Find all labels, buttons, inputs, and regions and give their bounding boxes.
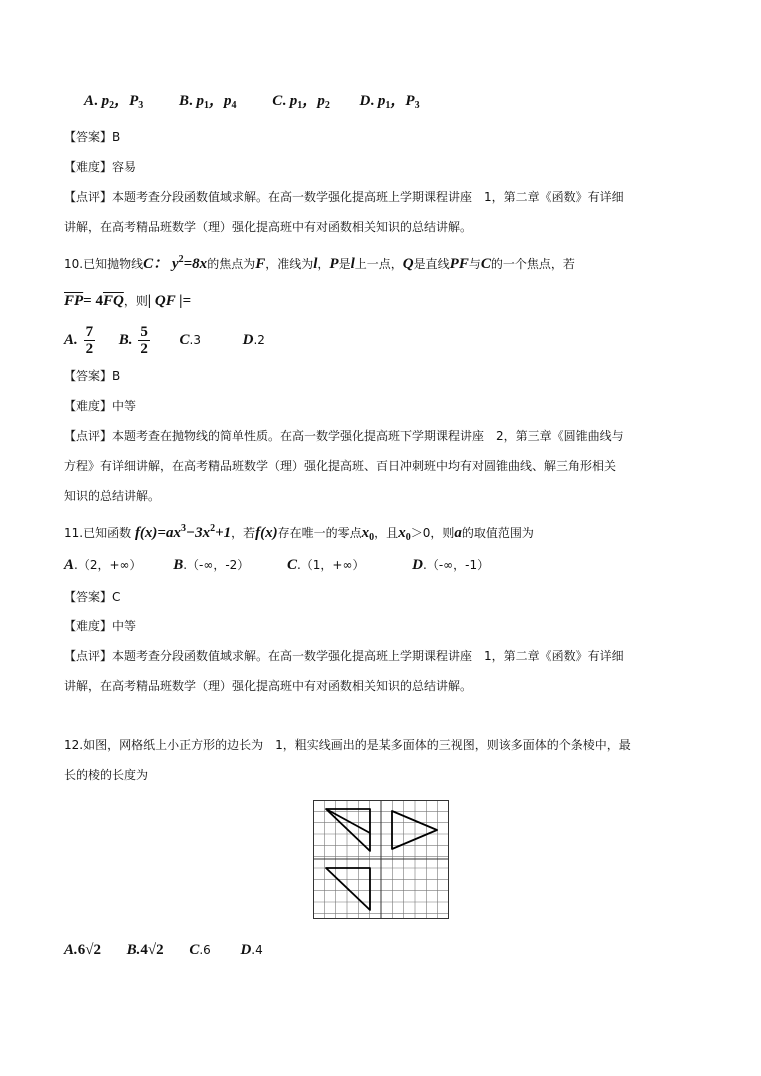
q11-answer: 【答案】C <box>64 590 121 604</box>
q9-option-b-label: B <box>178 93 189 109</box>
q9-difficulty: 【难度】容易 <box>64 160 137 174</box>
q9-option-c-value: $p_1$，$p_2$ <box>289 93 330 111</box>
q10-answer: 【答案】B <box>64 369 121 383</box>
q9-option-a-value: $p_2$，$P_3$ <box>101 93 144 111</box>
q10-difficulty: 【难度】中等 <box>64 399 137 413</box>
q11-stem: 11.已知函数 $f(x)=ax^3-3x^2+1$，若f(x)存在唯一的零点$x_0$，且$x_0>0$，则a的取值范围为 <box>64 523 534 543</box>
q10-comment-line-2: 方程》有详细讲解，在高考精品班数学（理）强化提高班、百日冲刺班中均有对圆锥曲线、解三角形相关 <box>64 459 617 473</box>
q9-option-b-value: $p_1$，$p_4$ <box>196 93 237 111</box>
q11-difficulty: 【难度】中等 <box>64 619 137 633</box>
q12-stem-line-1: 12.如图，网格纸上小正方形的边长为 1，粗实线画出的是某多面体的三视图，则该多面体的个条棱中，最 <box>64 738 631 752</box>
q10-comment-line-3: 知识的总结讲解。 <box>64 489 161 503</box>
q9-option-c-label: C <box>272 93 283 109</box>
q9-option-d-label: D <box>359 93 371 109</box>
q9-options: A. $p_2$，$P_3$ B. $p_1$，$p_4$ C. $p_1$，$p_2$ D. $p_1$，$P_3$ <box>84 93 420 111</box>
q9-comment-line-1: 【点评】本题考查分段函数值域求解。在高一数学强化提高班上学期课程讲座 1，第二章《函数》有详细 <box>64 190 624 204</box>
q10-option-a-fraction: $\frac{7}{2}$ <box>85 324 94 357</box>
side-view-triangle <box>392 811 437 849</box>
top-view-triangle <box>326 868 370 910</box>
three-view-figure <box>313 800 449 919</box>
q12-stem-line-2: 长的棱的长度为 <box>64 768 149 782</box>
q12-options: A.6√2 B.4√2 C.6 D.4 <box>64 942 263 958</box>
q10-stem-line-2: $\overline{FP}= 4\overline{FQ}$，则| QF |= <box>64 293 192 309</box>
q10-stem-line-1: 10.已知抛物线C： $y^2=8x$的焦点为F，准线为l，P是l上一点，Q是直线PF与C的一个焦点，若 <box>64 254 575 272</box>
q11-comment-line-1: 【点评】本题考查分段函数值域求解。在高一数学强化提高班上学期课程讲座 1，第二章《函数》有详细 <box>64 649 624 663</box>
q9-answer: 【答案】B <box>64 130 121 144</box>
q10-comment-line-1: 【点评】本题考查在抛物线的简单性质。在高一数学强化提高班下学期课程讲座 2，第三章《圆锥曲线与 <box>64 429 624 443</box>
q11-comment-line-2: 讲解，在高考精品班数学（理）强化提高班中有对函数相关知识的总结讲解。 <box>64 679 473 693</box>
q9-option-d-value: $p_1$，$P_3$ <box>377 93 420 111</box>
q11-options: A.（2，+∞） B.（-∞，-2） C.（1，+∞） D.（-∞，-1） <box>64 557 490 573</box>
q9-option-a-label: A <box>84 93 95 109</box>
q10-options: A. $\frac{7}{2}$ B. $\frac{5}{2}$ C.3 D.2 <box>64 324 265 357</box>
q9-comment-line-2: 讲解，在高考精品班数学（理）强化提高班中有对函数相关知识的总结讲解。 <box>64 220 473 234</box>
q10-option-b-fraction: $\frac{5}{2}$ <box>140 324 148 357</box>
